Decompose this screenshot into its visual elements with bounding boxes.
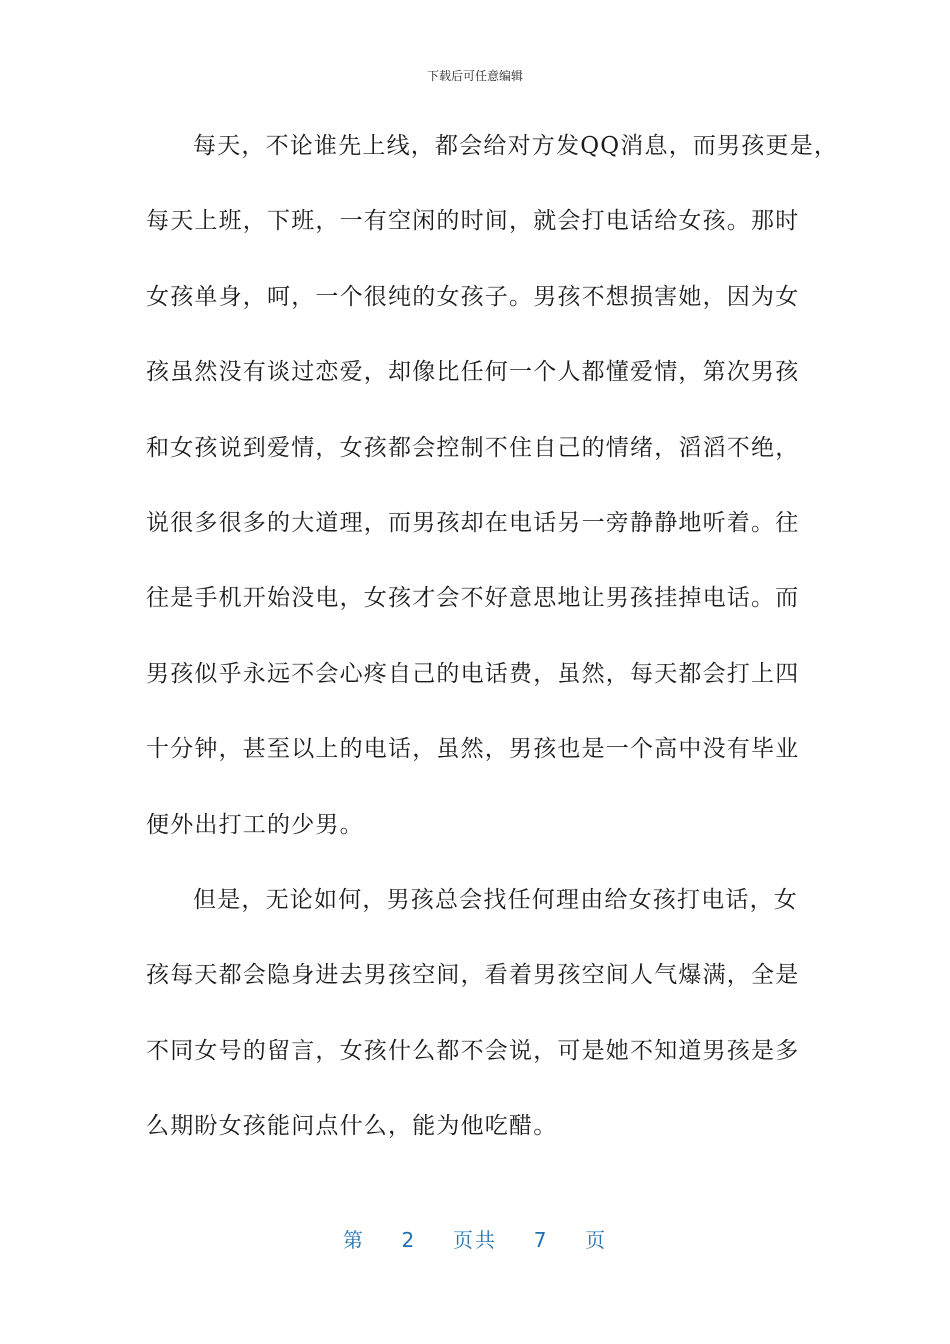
paragraph-line: 每天上班，下班，一有空闲的时间，就会打电话给女孩。那时 [146,208,800,235]
paragraph-line: 往是手机开始没电，女孩才会不好意思地让男孩挂掉电话。而 [146,585,800,612]
paragraph-line: 男孩似乎永远不会心疼自己的电话费，虽然，每天都会打上四 [146,660,800,687]
header-note: 下载后可任意编辑 [426,69,523,83]
page-suffix: 页 [585,1228,608,1252]
page-footer [0,1224,950,1253]
paragraph-line: 说很多很多的大道理，而男孩却在电话另一旁静静地听着。往 [146,509,800,536]
page-middle: 页共 [453,1228,497,1252]
paragraph-line: 孩每天都会隐身进去男孩空间，看着男孩空间人气爆满，全是 [146,962,800,989]
page-total: 7 [533,1228,549,1252]
paragraph-line: 孩虽然没有谈过恋爱，却像比任何一个人都懂爱情，第次男孩 [146,359,800,386]
paragraph-line: 女孩单身，呵，一个很纯的女孩子。男孩不想损害她，因为女 [146,283,800,310]
paragraph-line: 便外出打工的少男。 [146,811,364,838]
paragraph-line: 每天，不论谁先上线，都会给对方发QQ消息，而男孩更是， [193,133,839,159]
paragraph-line: 么期盼女孩能问点什么，能为他吃醋。 [146,1113,558,1140]
paragraph-line: 和女孩说到爱情，女孩都会控制不住自己的情绪，滔滔不绝， [146,434,800,461]
paragraph-line: 十分钟，甚至以上的电话，虽然，男孩也是一个高中没有毕业 [146,736,800,763]
page-current: 2 [401,1228,417,1252]
paragraph-line: 但是，无论如何，男孩总会找任何理由给女孩打电话，女 [193,886,798,913]
document-body [146,118,839,1173]
page-prefix: 第 [342,1228,365,1252]
paragraph-line: 不同女号的留言，女孩什么都不会说，可是她不知道男孩是多 [146,1037,800,1064]
